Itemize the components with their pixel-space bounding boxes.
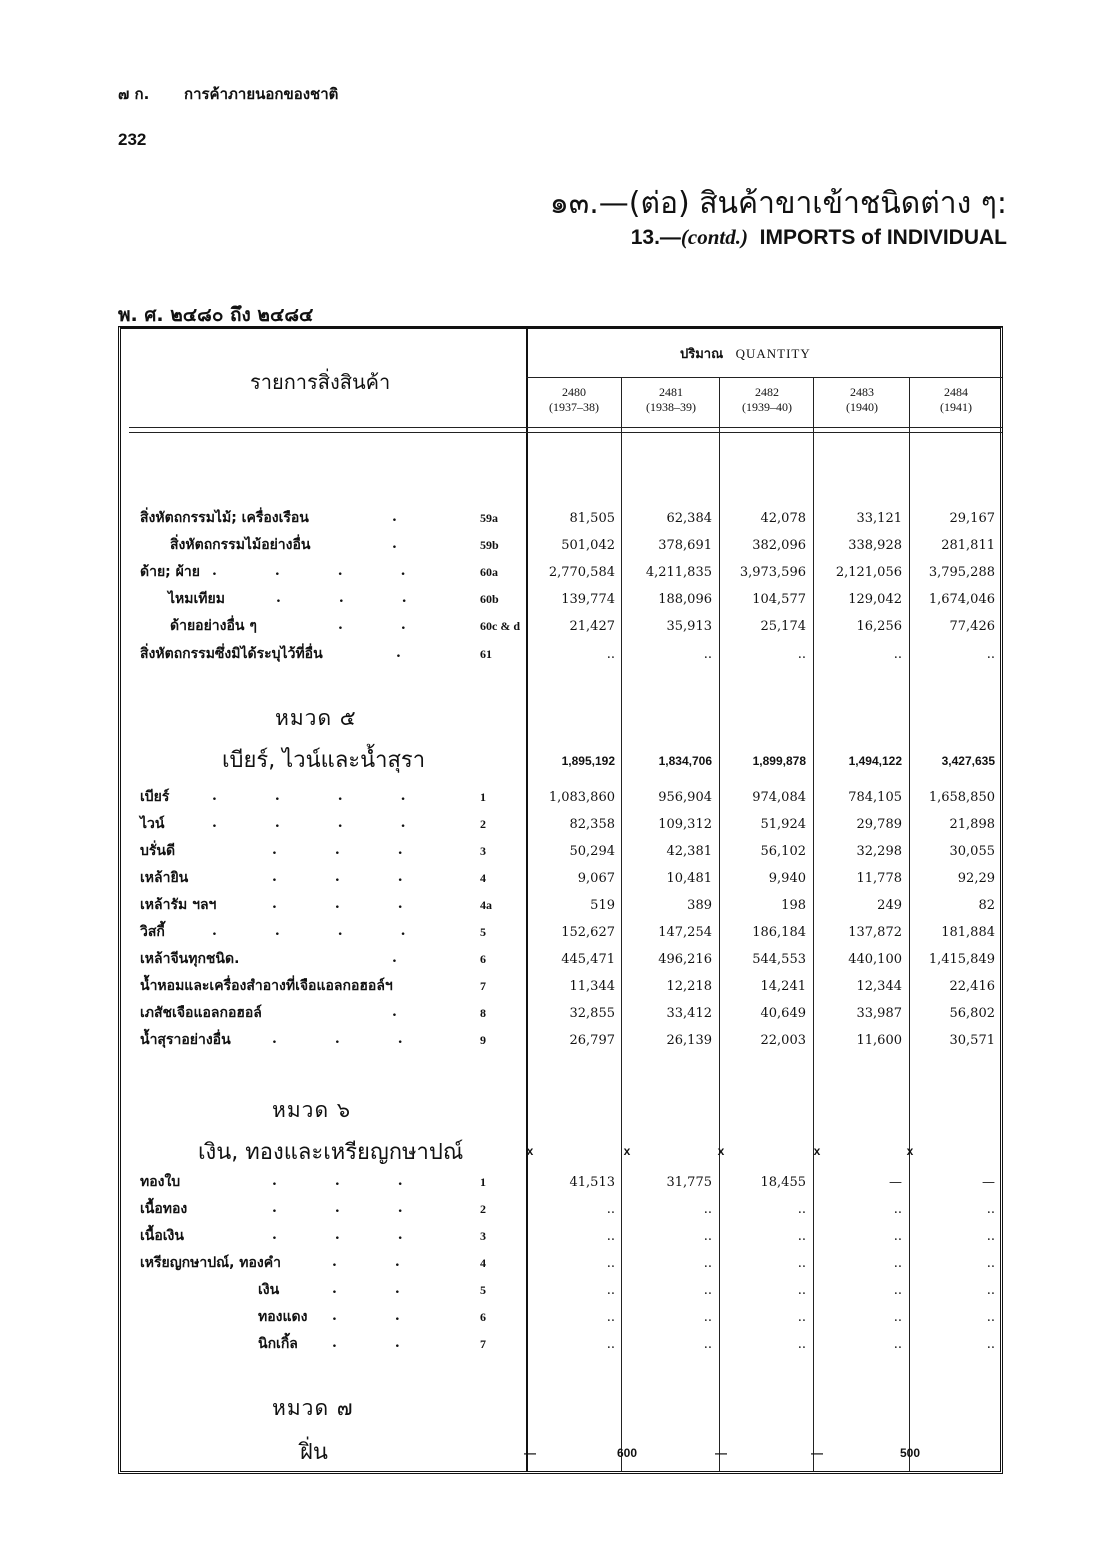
header-rule [129, 432, 1002, 433]
year-label: 2482 [755, 385, 779, 399]
row-code: 8 [480, 1006, 486, 1020]
cell-value: 82,358 [569, 817, 615, 832]
year-header [814, 385, 910, 415]
leader-dots: ... [272, 1227, 461, 1243]
cell-value: 35,913 [666, 619, 712, 634]
cell-value: 152,627 [561, 925, 615, 940]
cell-value: .. [606, 1202, 615, 1217]
cell-value: .. [606, 1310, 615, 1325]
cell-value: .. [986, 1256, 995, 1271]
cell-value: 139,774 [561, 592, 615, 607]
cell-value: 249 [877, 898, 902, 913]
row-label: เนื้อเงิน [140, 1228, 184, 1244]
group-total: x [906, 1144, 914, 1158]
row-label: ไวน์ [140, 816, 165, 832]
row-code: 2 [480, 1202, 486, 1216]
item-header: รายการสิ่งสินค้า [250, 370, 391, 394]
row-code: 5 [480, 1283, 486, 1297]
cell-value: .. [703, 1283, 712, 1298]
cell-value: .. [606, 1337, 615, 1352]
year-label: 2483 [850, 385, 874, 399]
row-label: นิกเกิ้ล [258, 1336, 298, 1352]
cell-value: 1,415,849 [928, 952, 995, 967]
row-code: 4 [480, 1256, 486, 1270]
year-span: (1941) [940, 400, 972, 414]
cell-value: 30,571 [949, 1033, 995, 1048]
leader-dots: .. [338, 617, 464, 633]
cell-value: 32,855 [569, 1006, 615, 1021]
row-code: 4 [480, 871, 486, 885]
cell-value: .. [797, 1283, 806, 1298]
group-total: 1,895,192 [561, 754, 615, 768]
cell-value: 51,924 [760, 817, 806, 832]
section-number: ๗ ก. [118, 85, 150, 103]
cell-value: 9,940 [768, 871, 806, 886]
cell-value: 186,184 [752, 925, 806, 940]
cell-value: 2,770,584 [548, 565, 615, 580]
group-total: x [813, 1144, 821, 1158]
row-label: เหล้าจีนทุกชนิด. [140, 951, 240, 967]
year-span: (1940) [846, 400, 878, 414]
row-code: 5 [480, 925, 486, 939]
leader-dots: ... [272, 842, 461, 858]
cell-value: 496,216 [658, 952, 712, 967]
year-header [527, 385, 621, 415]
cell-value: .. [893, 1202, 902, 1217]
cell-value: 42,381 [666, 844, 712, 859]
cell-value: 12,218 [666, 979, 712, 994]
cell-value: 181,884 [941, 925, 995, 940]
row-label: ทองใบ [140, 1174, 181, 1190]
cell-value: 2,121,056 [835, 565, 902, 580]
cell-value: .. [797, 1256, 806, 1271]
cell-value: 33,121 [856, 511, 902, 526]
year-span: (1939–40) [742, 400, 792, 414]
leader-dots: .. [332, 1254, 458, 1270]
cell-value: — [889, 1175, 902, 1190]
leader-dots: .... [212, 815, 464, 831]
cell-value: 445,471 [561, 952, 615, 967]
cell-value: .. [986, 1283, 995, 1298]
cell-value: 22,003 [760, 1033, 806, 1048]
cell-value: .. [606, 1229, 615, 1244]
cell-value: 338,928 [848, 538, 902, 553]
group-5-heading: หมวด ๕ [275, 706, 357, 730]
cell-value: 1,674,046 [928, 592, 995, 607]
cell-value: .. [893, 647, 902, 662]
row-code: 2 [480, 817, 486, 831]
leader-dots: . [392, 950, 455, 966]
cell-value: 4,211,835 [645, 565, 712, 580]
leader-dots: ... [272, 896, 461, 912]
cell-value: 11,344 [569, 979, 615, 994]
cell-value: 544,553 [752, 952, 806, 967]
cell-value: .. [986, 1337, 995, 1352]
group-5-title: เบียร์, ไวน์และน้ำสุรา [222, 748, 426, 773]
cell-value: 41,513 [569, 1175, 615, 1190]
cell-value: 104,577 [752, 592, 806, 607]
row-code: 9 [480, 1033, 486, 1047]
cell-value: 109,312 [658, 817, 712, 832]
group-total: — [715, 1446, 727, 1460]
cell-value: 77,426 [949, 619, 995, 634]
row-code: 59a [480, 511, 498, 525]
cell-value: 30,055 [949, 844, 995, 859]
row-code: 59b [480, 538, 499, 552]
cell-value: .. [986, 1229, 995, 1244]
year-span: (1937–38) [549, 400, 599, 414]
section-title: การค้าภายนอกของชาติ [184, 85, 339, 103]
row-label: เภสัชเจือแอลกอฮอล์ [140, 1005, 262, 1021]
cell-value: 16,256 [856, 619, 902, 634]
leader-dots: . [392, 536, 455, 552]
cell-value: 1,658,850 [928, 790, 995, 805]
group-total: — [524, 1446, 536, 1460]
header-rule [526, 377, 1002, 378]
leader-dots: . [392, 509, 455, 525]
cell-value: 281,811 [941, 538, 995, 553]
cell-value: .. [893, 1337, 902, 1352]
cell-value: 519 [590, 898, 615, 913]
cell-value: 42,078 [760, 511, 806, 526]
cell-value: 129,042 [848, 592, 902, 607]
leader-dots: ... [272, 1200, 461, 1216]
row-code: 3 [480, 844, 486, 858]
row-code: 4a [480, 898, 492, 912]
leader-dots: .... [212, 788, 464, 804]
year-header [720, 385, 814, 415]
title-thai: ๑๓.—(ต่อ) สินค้าขาเข้าชนิดต่าง ๆ: [549, 186, 1007, 221]
row-label: เงิน [258, 1282, 280, 1298]
cell-value: .. [797, 1310, 806, 1325]
year-label: 2480 [562, 385, 586, 399]
row-label: วิสกี้ [140, 924, 165, 940]
quantity-header-en: QUANTITY [735, 346, 811, 361]
row-code: 1 [480, 790, 486, 804]
group-6-heading: หมวด ๖ [272, 1098, 352, 1122]
group-total: 3,427,635 [941, 754, 995, 768]
cell-value: .. [703, 1310, 712, 1325]
year-span: (1938–39) [646, 400, 696, 414]
cell-value: 21,898 [949, 817, 995, 832]
cell-value: 32,298 [856, 844, 902, 859]
group-7-title: ฝิ่น [300, 1440, 328, 1465]
group-total: 1,834,706 [658, 754, 712, 768]
cell-value: 62,384 [666, 511, 712, 526]
cell-value: 10,481 [666, 871, 712, 886]
row-label: น้ำหอมและเครื่องสำอางที่เจือแอลกอฮอล์ฯ [140, 978, 393, 994]
cell-value: 11,778 [856, 871, 902, 886]
group-total: x [526, 1144, 534, 1158]
cell-value: .. [797, 647, 806, 662]
cell-value: 389 [687, 898, 712, 913]
cell-value: 12,344 [856, 979, 902, 994]
cell-value: .. [703, 647, 712, 662]
cell-value: 11,600 [856, 1033, 902, 1048]
row-code: 60a [480, 565, 498, 579]
cell-value: 956,904 [658, 790, 712, 805]
cell-value: .. [986, 1310, 995, 1325]
quantity-header [680, 343, 811, 364]
leader-dots: .. [332, 1308, 458, 1324]
group-total: 600 [616, 1446, 638, 1460]
row-code: 60c & d [480, 619, 520, 633]
cell-value: .. [797, 1337, 806, 1352]
row-code: 1 [480, 1175, 486, 1189]
cell-value: .. [893, 1283, 902, 1298]
cell-value: .. [893, 1256, 902, 1271]
cell-value: 25,174 [760, 619, 806, 634]
row-code: 7 [480, 979, 486, 993]
cell-value: 50,294 [569, 844, 615, 859]
cell-value: 378,691 [658, 538, 712, 553]
row-code: 7 [480, 1337, 486, 1351]
leader-dots: .... [212, 923, 464, 939]
group-7-heading: หมวด ๗ [272, 1396, 354, 1420]
cell-value: 26,797 [569, 1033, 615, 1048]
year-header [910, 385, 1002, 415]
row-label: สิ่งหัตถกรรมซึ่งมิได้ระบุไว้ที่อื่น [140, 646, 323, 662]
group-total: 1,494,122 [848, 754, 902, 768]
cell-value: .. [606, 647, 615, 662]
cell-value: 440,100 [848, 952, 902, 967]
cell-value: 26,139 [666, 1033, 712, 1048]
cell-value: .. [703, 1337, 712, 1352]
row-label: สิ่งหัตถกรรมไม้; เครื่องเรือน [140, 510, 309, 526]
cell-value: 382,096 [752, 538, 806, 553]
cell-value: .. [986, 1202, 995, 1217]
row-label: น้ำสุราอย่างอื่น [140, 1032, 231, 1048]
period: พ. ศ. ๒๔๘๐ ถึง ๒๔๘๔ [118, 304, 314, 326]
group-6-title: เงิน, ทองและเหรียญกษาปณ์ [198, 1140, 464, 1165]
row-label: เหรียญกษาปณ์, ทองคำ [140, 1255, 281, 1271]
cell-value: .. [797, 1229, 806, 1244]
row-label: บรั่นดี [140, 843, 176, 859]
year-label: 2481 [659, 385, 683, 399]
cell-value: .. [893, 1229, 902, 1244]
cell-value: 92,29 [957, 871, 995, 886]
cell-value: 1,083,860 [548, 790, 615, 805]
cell-value: 33,987 [856, 1006, 902, 1021]
cell-value: 3,973,596 [739, 565, 806, 580]
row-label: ด้ายอย่างอื่น ๆ [170, 618, 257, 634]
row-code: 60b [480, 592, 499, 606]
cell-value: 147,254 [658, 925, 712, 940]
header-rule [129, 427, 1002, 428]
page-number: 232 [118, 130, 147, 149]
leader-dots: ... [272, 869, 461, 885]
leader-dots: . [392, 1004, 455, 1020]
cell-value: 784,105 [848, 790, 902, 805]
row-code: 6 [480, 952, 486, 966]
row-label: เหล้ายิน [140, 870, 189, 886]
cell-value: 9,067 [577, 871, 615, 886]
row-label: เบียร์ [140, 789, 170, 805]
row-code: 6 [480, 1310, 486, 1324]
row-label: ด้าย; ผ้าย [140, 564, 200, 580]
cell-value: 29,789 [856, 817, 902, 832]
cell-value: 198 [781, 898, 806, 913]
row-code: 61 [480, 647, 492, 661]
cell-value: 56,802 [949, 1006, 995, 1021]
row-label: เนื้อทอง [140, 1201, 188, 1217]
leader-dots: .. [332, 1335, 458, 1351]
cell-value: 31,775 [666, 1175, 712, 1190]
row-code: 3 [480, 1229, 486, 1243]
group-total: x [623, 1144, 631, 1158]
cell-value: 22,416 [949, 979, 995, 994]
leader-dots: . [396, 645, 459, 661]
cell-value: 18,455 [760, 1175, 806, 1190]
cell-value: 501,042 [561, 538, 615, 553]
cell-value: 29,167 [949, 511, 995, 526]
leader-dots: ... [276, 590, 465, 606]
quantity-header-thai: ปริมาณ [680, 347, 724, 362]
cell-value: 21,427 [569, 619, 615, 634]
cell-value: .. [703, 1256, 712, 1271]
title-english-contd: (contd.) [680, 225, 748, 249]
leader-dots: .... [212, 563, 464, 579]
leader-dots: .. [332, 1281, 458, 1297]
cell-value: 81,505 [569, 511, 615, 526]
cell-value: 974,084 [752, 790, 806, 805]
cell-value: .. [606, 1283, 615, 1298]
cell-value: .. [606, 1256, 615, 1271]
row-label: ไหมเทียม [168, 591, 225, 607]
title-english-main: IMPORTS of INDIVIDUAL [759, 226, 1007, 249]
year-header [622, 385, 720, 415]
row-label: ทองแดง [258, 1309, 308, 1325]
row-label: เหล้ารัม ฯลฯ [140, 897, 217, 913]
group-total: 500 [899, 1446, 921, 1460]
cell-value: 82 [978, 898, 995, 913]
cell-value: .. [703, 1202, 712, 1217]
cell-value: .. [703, 1229, 712, 1244]
cell-value: 188,096 [658, 592, 712, 607]
cell-value: 14,241 [760, 979, 806, 994]
row-label: สิ่งหัตถกรรมไม้อย่างอื่น [170, 537, 311, 553]
cell-value: — [982, 1175, 995, 1190]
group-total: — [811, 1446, 823, 1460]
group-total: 1,899,878 [752, 754, 806, 768]
cell-value: .. [797, 1202, 806, 1217]
cell-value: 56,102 [760, 844, 806, 859]
cell-value: 137,872 [848, 925, 902, 940]
title-english-prefix: 13.— [630, 226, 681, 249]
cell-value: .. [893, 1310, 902, 1325]
group-total: x [717, 1144, 725, 1158]
leader-dots: ... [272, 1031, 461, 1047]
leader-dots: ... [272, 1173, 461, 1189]
cell-value: 33,412 [666, 1006, 712, 1021]
year-label: 2484 [944, 385, 968, 399]
title-english [631, 225, 1007, 250]
cell-value: 40,649 [760, 1006, 806, 1021]
cell-value: 3,795,288 [928, 565, 995, 580]
cell-value: .. [986, 647, 995, 662]
